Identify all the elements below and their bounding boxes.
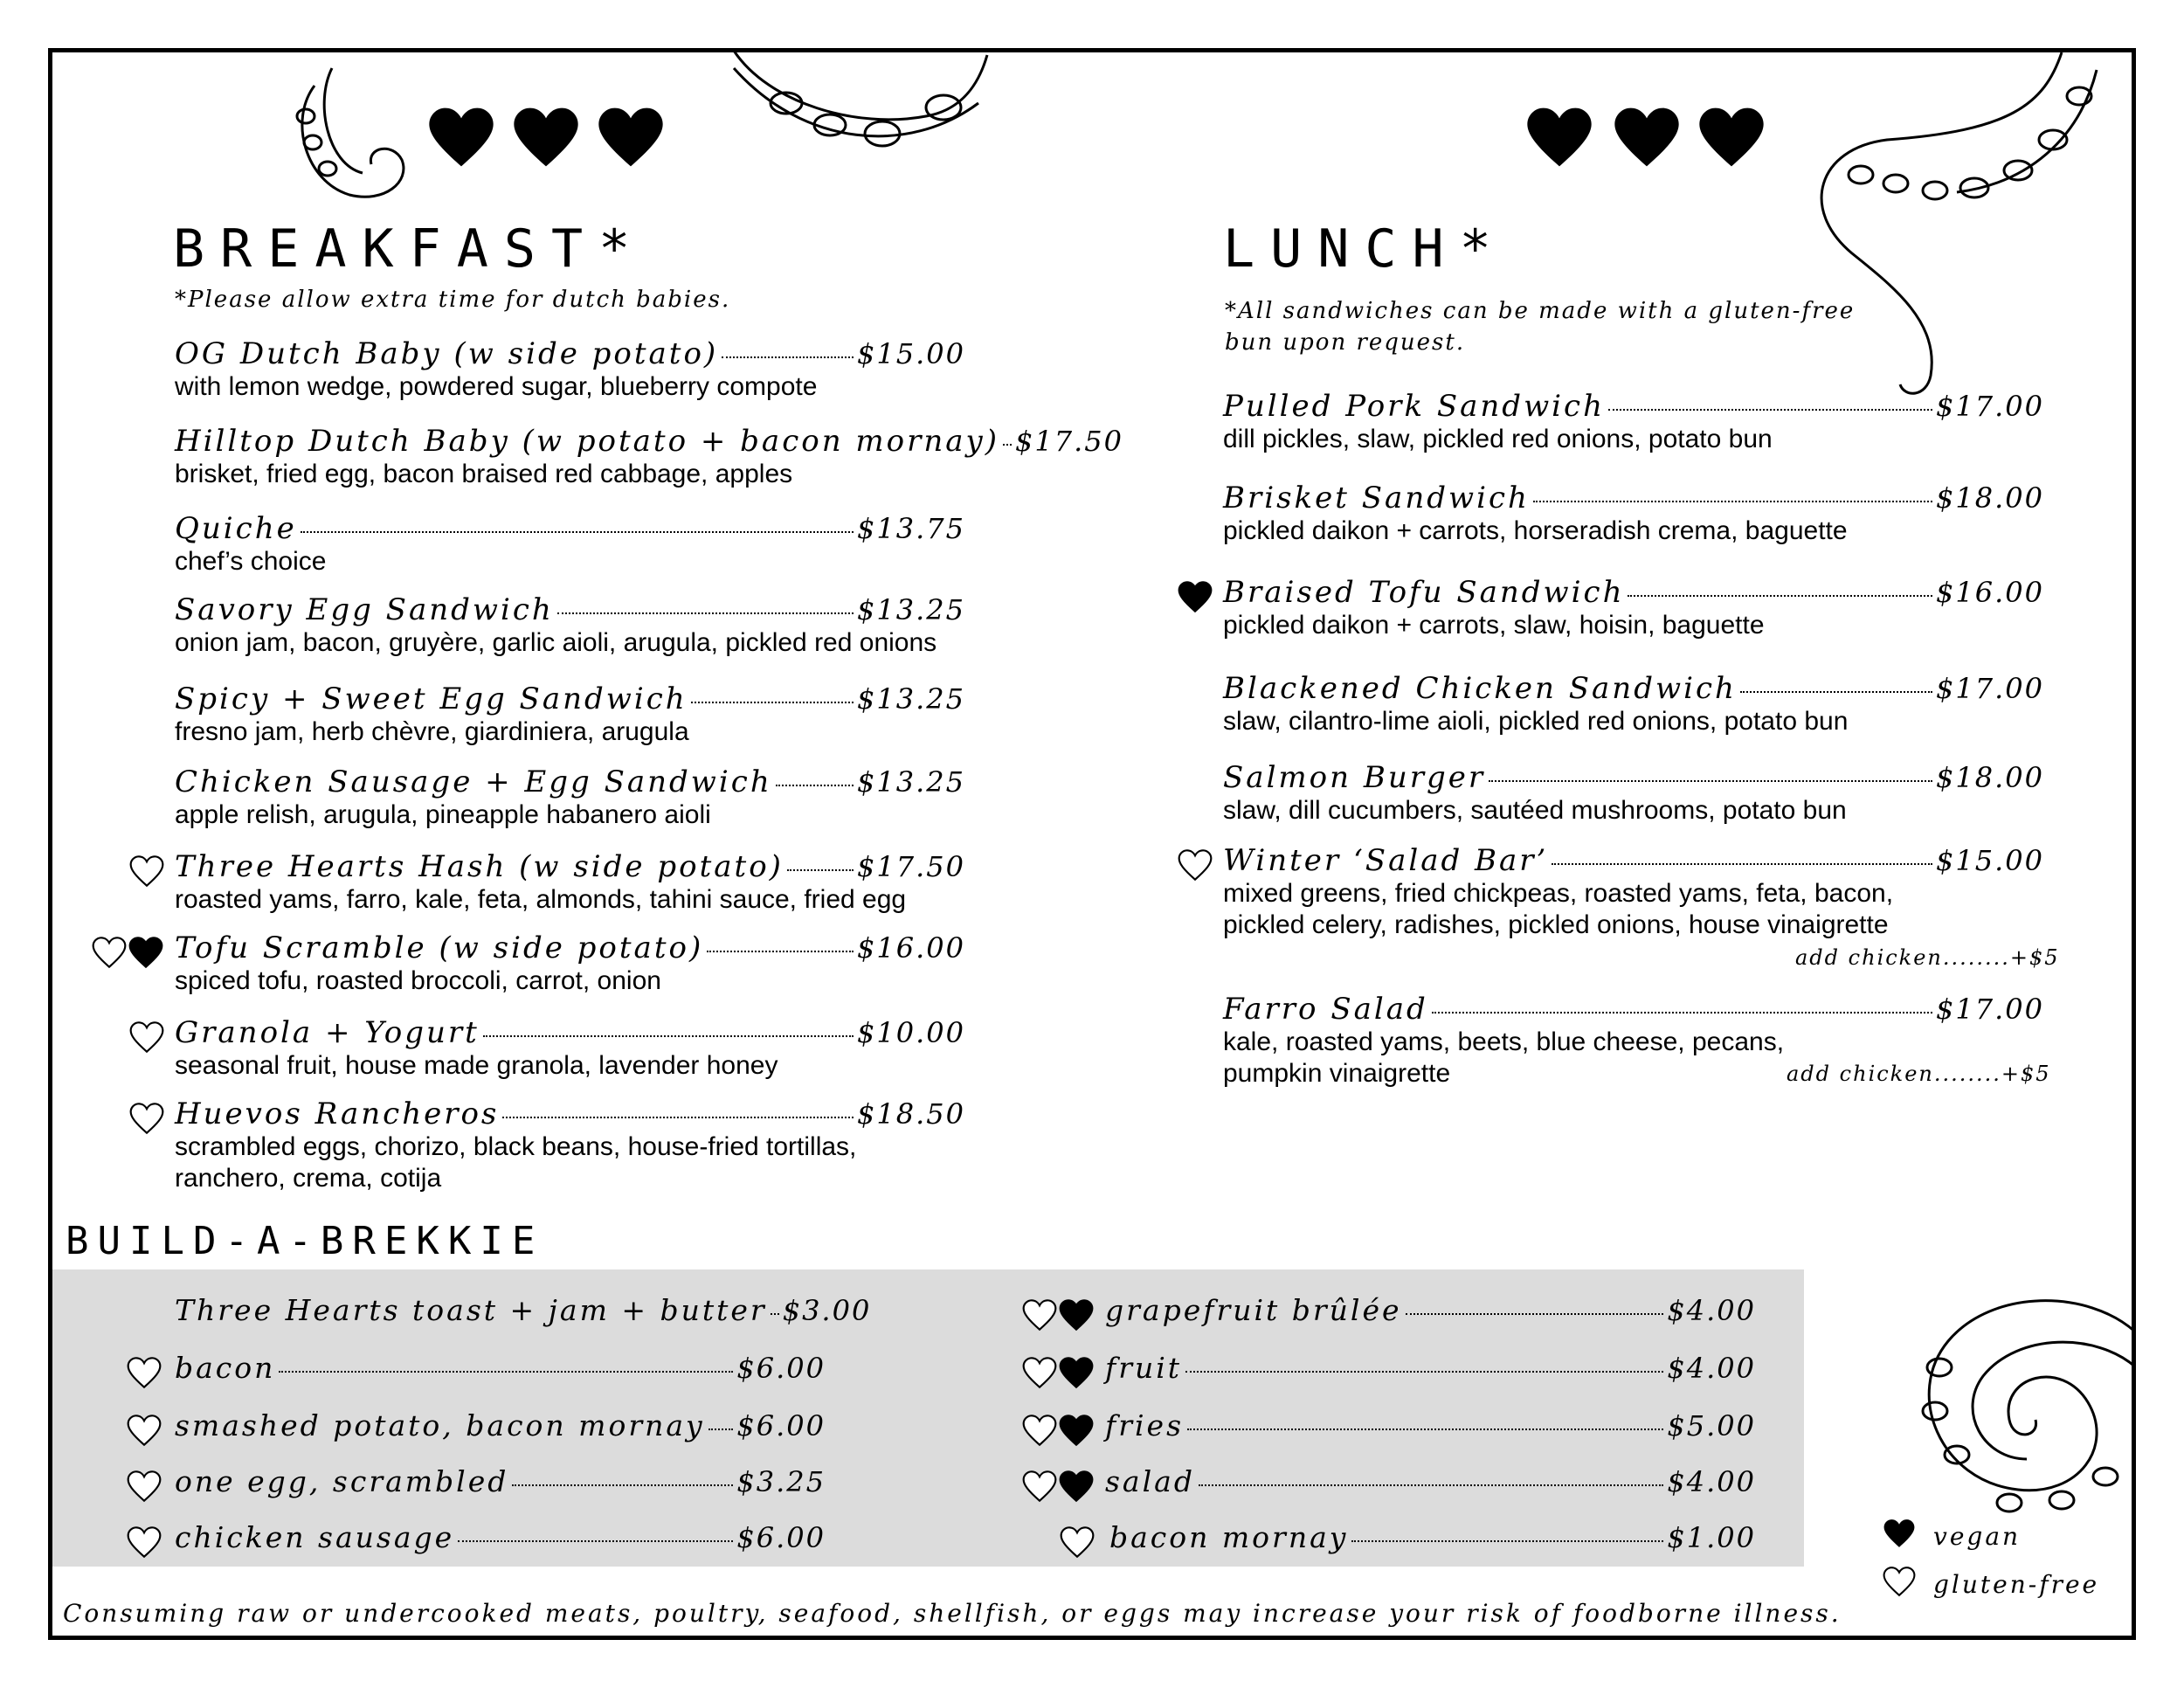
menu-item <box>1223 481 2044 547</box>
menu-item-price: $18.00 <box>1936 481 2044 515</box>
menu-item-name: fries <box>1105 1408 1185 1442</box>
lunch-title: LUNCH* <box>1223 218 1507 280</box>
menu-item-price: $4.00 <box>1667 1352 1756 1385</box>
menu-item-row <box>1223 760 2044 795</box>
dot-leader <box>1351 1540 1663 1542</box>
menu-item-description: slaw, cilantro-lime aioli, pickled red onions, potato bun <box>1223 707 1849 736</box>
menu-item-price: $3.00 <box>782 1294 872 1327</box>
gluten-free-heart-icon <box>1022 1354 1057 1391</box>
gluten-free-heart-icon <box>1022 1468 1057 1505</box>
vegan-heart-icon <box>128 934 163 971</box>
menu-item <box>1105 1293 1756 1327</box>
menu-item-name: bacon mornay <box>1109 1520 1349 1554</box>
tentacle-bottom-right-illustration <box>1887 1271 2136 1525</box>
decorative-heart-icon <box>1524 98 1594 181</box>
dietary-icons <box>129 1100 164 1137</box>
dot-leader <box>707 951 854 952</box>
menu-item-row <box>175 1293 872 1327</box>
menu-item-row <box>175 930 965 965</box>
menu-item-row <box>175 511 965 546</box>
menu-item-description: dill pickles, slaw, pickled red onions, potato bun <box>1223 425 1773 453</box>
gluten-free-heart-icon <box>1883 1564 1916 1605</box>
gluten-free-heart-icon <box>129 1100 164 1137</box>
menu-item-price: $17.00 <box>1936 993 2044 1026</box>
menu-item-row <box>175 1351 826 1385</box>
dietary-icons <box>1022 1412 1094 1449</box>
dot-leader <box>279 1371 733 1373</box>
menu-item-description: onion jam, bacon, gruyère, garlic aioli, arugula, pickled red onions <box>175 628 937 657</box>
menu-item-row <box>1223 575 2044 610</box>
dot-leader <box>1628 595 1932 597</box>
menu-item-name: Pulled Pork Sandwich <box>1223 389 1605 424</box>
gluten-free-heart-icon <box>129 853 164 889</box>
menu-item-name: Spicy + Sweet Egg Sandwich <box>175 681 688 716</box>
menu-item-name: salad <box>1105 1464 1195 1498</box>
menu-item-name: fruit <box>1105 1351 1183 1385</box>
dot-leader <box>787 869 854 871</box>
menu-item-row <box>175 681 965 716</box>
menu-item <box>175 1293 872 1327</box>
dot-leader <box>1489 780 1932 782</box>
menu-item <box>1109 1520 1756 1554</box>
menu-item-row <box>175 592 965 627</box>
breakfast-note: *Please allow extra time for dutch babies. <box>175 287 731 313</box>
menu-item <box>1223 389 2044 455</box>
menu-item-row <box>175 424 1123 459</box>
dot-leader <box>483 1035 854 1037</box>
dot-leader <box>722 356 854 358</box>
menu-item-description: roasted yams, farro, kale, feta, almonds, tahini sauce, fried egg <box>175 885 907 914</box>
dot-leader <box>1432 1012 1932 1013</box>
dietary-icons <box>1022 1354 1094 1391</box>
legend-gluten-free <box>1883 1564 2099 1605</box>
vegan-heart-icon <box>1059 1468 1094 1505</box>
dot-leader <box>1740 691 1932 693</box>
menu-item-name: Granola + Yogurt <box>175 1015 480 1050</box>
dot-leader <box>1608 409 1932 411</box>
menu-item-description: with lemon wedge, powdered sugar, blueberry compote <box>175 372 818 401</box>
menu-item-price: $15.00 <box>1936 844 2044 877</box>
menu-item-price: $6.00 <box>736 1409 826 1442</box>
menu-item-description: mixed greens, fried chickpeas, roasted yams, feta, bacon, <box>1223 879 1894 908</box>
dietary-icons <box>129 853 164 889</box>
menu-item-price: $1.00 <box>1667 1521 1756 1554</box>
menu-item-name: Salmon Burger <box>1223 760 1486 795</box>
gluten-free-heart-icon <box>127 1468 162 1505</box>
menu-item <box>1223 843 2044 941</box>
menu-item-description: chef’s choice <box>175 547 327 576</box>
decorative-heart-icon <box>1697 98 1766 181</box>
menu-item-price: $3.25 <box>736 1465 826 1498</box>
menu-item-name: Three Hearts Hash (w side potato) <box>175 849 784 884</box>
menu-item <box>175 592 965 659</box>
dot-leader <box>1552 863 1932 865</box>
menu-item-name: chicken sausage <box>175 1520 455 1554</box>
gluten-free-heart-icon <box>127 1412 162 1449</box>
menu-item-row <box>175 1015 965 1050</box>
menu-item-name: grapefruit brûlée <box>1105 1293 1402 1327</box>
menu-item <box>1105 1464 1756 1498</box>
menu-item <box>175 1015 965 1082</box>
gluten-free-heart-icon <box>127 1524 162 1560</box>
legend-vegan-label: vegan <box>1933 1522 2022 1551</box>
dot-leader <box>502 1117 854 1118</box>
menu-item-name: bacon <box>175 1351 276 1385</box>
menu-item-description-continued: pickled celery, radishes, pickled onions, house vinaigrette <box>1223 910 1889 939</box>
menu-item-row <box>1223 992 2044 1027</box>
menu-item <box>175 681 965 748</box>
menu-item-description: pickled daikon + carrots, slaw, hoisin, baguette <box>1223 611 1765 640</box>
menu-item-price: $13.75 <box>857 512 965 545</box>
menu-item-name: smashed potato, bacon mornay <box>175 1408 705 1442</box>
foodborne-illness-disclaimer: Consuming raw or undercooked meats, poultry, seafood, shellfish, or eggs may increase your risk of foodborne illness. <box>63 1599 1842 1628</box>
gluten-free-heart-icon <box>92 934 127 971</box>
dietary-icons <box>1022 1468 1094 1505</box>
dot-leader <box>557 612 854 614</box>
menu-item-row <box>1223 389 2044 424</box>
menu-item-description: seasonal fruit, house made granola, lavender honey <box>175 1051 778 1080</box>
menu-item <box>175 849 965 916</box>
menu-item-row <box>175 849 965 884</box>
dietary-icons <box>1178 847 1213 883</box>
menu-item-price: $4.00 <box>1667 1465 1756 1498</box>
vegan-heart-icon <box>1178 578 1213 615</box>
dot-leader <box>1199 1484 1663 1486</box>
menu-item-price: $15.00 <box>857 337 965 370</box>
menu-item-row <box>175 1464 826 1498</box>
menu-item-price: $4.00 <box>1667 1294 1756 1327</box>
menu-item-price: $13.25 <box>857 682 965 716</box>
menu-item-price: $10.00 <box>857 1016 965 1049</box>
menu-item-name: Tofu Scramble (w side potato) <box>175 930 704 965</box>
menu-item <box>175 1464 826 1498</box>
menu-item <box>175 764 965 831</box>
menu-item-price: $18.50 <box>857 1097 965 1131</box>
menu-item-name: Brisket Sandwich <box>1223 481 1530 515</box>
tentacle-top-left-illustration <box>280 51 996 208</box>
lunch-note <box>1225 295 1855 358</box>
menu-item-description: pickled daikon + carrots, horseradish crema, baguette <box>1223 516 1848 545</box>
gluten-free-heart-icon <box>1178 847 1213 883</box>
menu-item-row <box>175 764 965 799</box>
menu-item-row <box>1223 843 2044 878</box>
menu-item-row <box>1223 481 2044 515</box>
dietary-icons <box>127 1354 162 1391</box>
dietary-icons <box>1178 578 1213 615</box>
dot-leader <box>1187 1429 1663 1430</box>
dot-leader <box>1406 1313 1664 1315</box>
legend-gluten-free-label: gluten-free <box>1933 1570 2100 1599</box>
gluten-free-heart-icon <box>1022 1297 1057 1333</box>
dietary-icons <box>1060 1524 1095 1560</box>
menu-item <box>175 1351 826 1385</box>
menu-item <box>175 1520 826 1554</box>
vegan-heart-icon <box>1059 1297 1094 1333</box>
dot-leader <box>458 1540 733 1542</box>
menu-item <box>175 930 965 997</box>
vegan-heart-icon <box>1883 1516 1916 1557</box>
menu-item-description: slaw, dill cucumbers, sautéed mushrooms, potato bun <box>1223 796 1847 825</box>
dietary-icons <box>92 934 163 971</box>
dietary-icons <box>129 1019 164 1055</box>
menu-item <box>175 1408 826 1442</box>
menu-item <box>1223 575 2044 641</box>
menu-item <box>1105 1351 1756 1385</box>
menu-item-name: one egg, scrambled <box>175 1464 509 1498</box>
menu-item-price: $17.50 <box>1015 425 1123 458</box>
menu-item-description: apple relish, arugula, pineapple habanero aioli <box>175 800 711 829</box>
build-a-brekkie-title: BUILD-A-BREKKIE <box>66 1219 544 1263</box>
menu-item-row <box>175 1520 826 1554</box>
menu-item-price: $16.00 <box>857 931 965 965</box>
menu-item-row <box>1105 1293 1756 1327</box>
menu-item-description-continued: ranchero, crema, cotija <box>175 1164 442 1193</box>
gluten-free-heart-icon <box>1060 1524 1095 1560</box>
menu-item <box>1223 760 2044 827</box>
menu-item-description: scrambled eggs, chorizo, black beans, house-fried tortillas, <box>175 1132 857 1161</box>
menu-item-row <box>1109 1520 1756 1554</box>
menu-item-row <box>175 1408 826 1442</box>
menu-item <box>175 336 965 403</box>
gluten-free-heart-icon <box>129 1019 164 1055</box>
menu-item <box>175 511 965 578</box>
menu-item-name: Chicken Sausage + Egg Sandwich <box>175 764 772 799</box>
menu-item-description: kale, roasted yams, beets, blue cheese, pecans, <box>1223 1027 1785 1056</box>
menu-item-price: $6.00 <box>736 1352 826 1385</box>
menu-item-description: spiced tofu, roasted broccoli, carrot, onion <box>175 966 661 995</box>
menu-item-row <box>1223 671 2044 706</box>
add-chicken-option: add chicken........+$5 <box>1795 945 2060 970</box>
menu-item-price: $17.50 <box>857 850 965 883</box>
menu-item <box>175 424 1123 490</box>
menu-item-description-continued: pumpkin vinaigrette <box>1223 1059 1451 1088</box>
dietary-icons <box>1022 1297 1094 1333</box>
lunch-note-line2: bun upon request. <box>1225 329 1466 356</box>
menu-item-name: Huevos Rancheros <box>175 1097 500 1131</box>
gluten-free-heart-icon <box>1022 1412 1057 1449</box>
menu-item <box>1105 1408 1756 1442</box>
dot-leader <box>776 785 854 786</box>
menu-item-price: $13.25 <box>857 593 965 626</box>
decorative-heart-icon <box>1612 98 1682 181</box>
menu-item-price: $18.00 <box>1936 761 2044 794</box>
lunch-note-line1: *All sandwiches can be made with a gluten-free <box>1225 298 1856 324</box>
menu-item-name: Hilltop Dutch Baby (w potato + bacon mornay) <box>175 424 1000 459</box>
dot-leader <box>512 1484 733 1486</box>
menu-item-name: OG Dutch Baby (w side potato) <box>175 336 719 371</box>
menu-item-row <box>1105 1351 1756 1385</box>
vegan-heart-icon <box>1059 1412 1094 1449</box>
menu-item-price: $6.00 <box>736 1521 826 1554</box>
vegan-heart-icon <box>1059 1354 1094 1391</box>
menu-item-price: $5.00 <box>1667 1409 1756 1442</box>
dot-leader <box>1533 501 1932 502</box>
menu-item-row <box>175 1097 965 1131</box>
dot-leader <box>1003 444 1012 446</box>
menu-item-name: Winter ‘Salad Bar’ <box>1223 843 1549 878</box>
menu-item-price: $17.00 <box>1936 672 2044 705</box>
menu-item-price: $17.00 <box>1936 390 2044 423</box>
legend-vegan <box>1883 1516 2021 1557</box>
add-chicken-option: add chicken........+$5 <box>1787 1062 2051 1086</box>
menu-item-name: Quiche <box>175 511 297 546</box>
menu-item-description: fresno jam, herb chèvre, giardiniera, arugula <box>175 717 689 746</box>
menu-item <box>175 1097 965 1194</box>
menu-item-row <box>1105 1408 1756 1442</box>
dietary-icons <box>127 1468 162 1505</box>
menu-item-name: Blackened Chicken Sandwich <box>1223 671 1737 706</box>
dot-leader <box>691 702 854 703</box>
menu-item-name: Savory Egg Sandwich <box>175 592 554 627</box>
dot-leader <box>771 1313 779 1315</box>
dot-leader <box>301 531 854 533</box>
dietary-icons <box>127 1412 162 1449</box>
menu-item-name: Three Hearts toast + jam + butter <box>175 1293 767 1327</box>
breakfast-title: BREAKFAST* <box>173 218 646 280</box>
gluten-free-heart-icon <box>127 1354 162 1391</box>
menu-item-description: brisket, fried egg, bacon braised red cabbage, apples <box>175 460 793 488</box>
menu-item-price: $13.25 <box>857 765 965 799</box>
menu-item-name: Farro Salad <box>1223 992 1428 1027</box>
dot-leader <box>1185 1371 1663 1373</box>
menu-item-row <box>175 336 965 371</box>
menu-item-price: $16.00 <box>1936 576 2044 609</box>
menu-item-row <box>1105 1464 1756 1498</box>
dot-leader <box>708 1429 734 1430</box>
menu-item-name: Braised Tofu Sandwich <box>1223 575 1625 610</box>
menu-item <box>1223 671 2044 737</box>
dietary-icons <box>127 1524 162 1560</box>
